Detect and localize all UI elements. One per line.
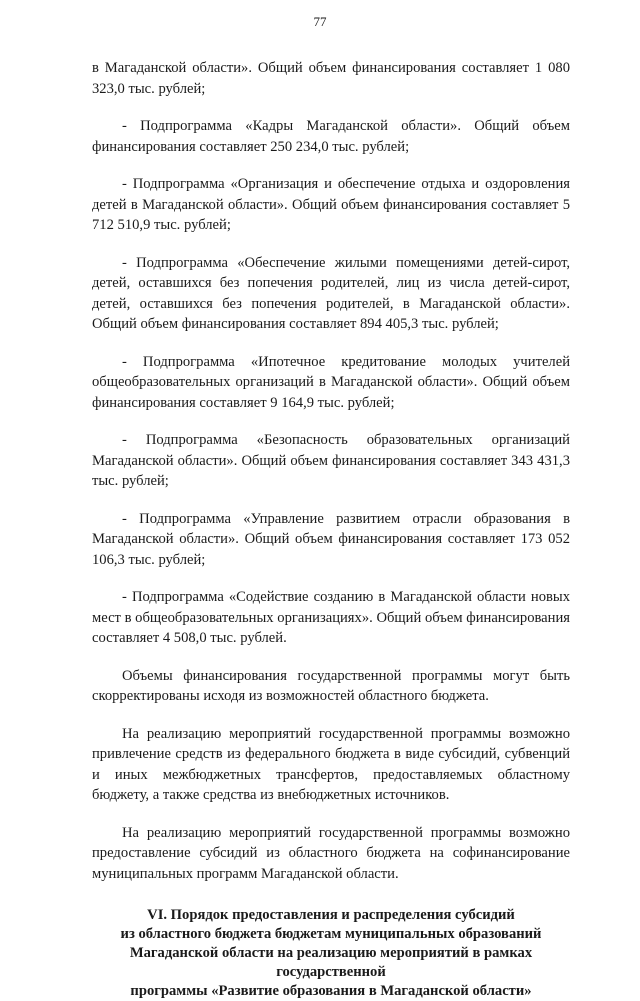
section-heading-line: VI. Порядок предоставления и распределения субсидий — [147, 907, 515, 923]
paragraph-subprogram-management: - Подпрограмма «Управление развитием отрасли образования в Магаданской области». Общий объем финансирования составляет 173 052 106,3 тыс. рублей; — [92, 510, 570, 568]
paragraph-federal-funds: На реализацию мероприятий государственной программы возможно привлечение средств из федерального бюджета в виде субсидий, субвенций и иных межбюджетных трансфертов, предоставляемых областному бюджету, а также средства из внебюджетных источников. — [92, 725, 570, 803]
paragraph-funding-adjustment: Объемы финансирования государственной программы могут быть скорректированы исходя из возможностей областного бюджета. — [92, 667, 570, 704]
paragraph-subprogram-recreation: - Подпрограмма «Организация и обеспечение отдыха и оздоровления детей в Магаданской области». Общий объем финансирования составляет 5 712 510,9 тыс. рублей; — [92, 176, 570, 233]
section-heading-line: из областного бюджета бюджетам муниципальных образований — [120, 926, 542, 942]
section-heading — [92, 906, 570, 1001]
section-heading-line: государственной — [276, 964, 386, 980]
paragraph-subprogram-housing: - Подпрограмма «Обеспечение жилыми помещениями детей-сирот, детей, оставшихся без попечения родителей, лиц из числа детей-сирот, детей, оставшихся без попечения родителей, в Магаданской области». Общий объем финансирования составляет 894 405,3 тыс. рублей; — [92, 254, 570, 332]
page-number: 77 — [313, 14, 327, 29]
paragraph-continuation: в Магаданской области». Общий объем финансирования составляет 1 080 323,0 тыс. рублей; — [92, 60, 570, 97]
paragraph-municipal-subsidies: На реализацию мероприятий государственной программы возможно предоставление субсидий из областного бюджета на софинансирование муниципальных программ Магаданской области. — [92, 824, 570, 882]
section-heading-line: Магаданской области на реализацию мероприятий в рамках — [129, 945, 533, 961]
paragraph-subprogram-safety: - Подпрограмма «Безопасность образовательных организаций Магаданской области». Общий объем финансирования составляет 343 431,3 тыс. рублей; — [92, 432, 570, 489]
document-body — [92, 58, 570, 1001]
paragraph-subprogram-new-places: - Подпрограмма «Содействие созданию в Магаданской области новых мест в общеобразовательных организациях». Общий объем финансирования составляет 4 508,0 тыс. рублей. — [92, 589, 570, 646]
paragraph-subprogram-mortgage: - Подпрограмма «Ипотечное кредитование молодых учителей общеобразовательных организаций в Магаданской области». Общий объем финансирования составляет 9 164,9 тыс. рублей; — [92, 353, 570, 411]
section-heading-line: программы «Развитие образования в Магаданской области» — [130, 983, 532, 999]
paragraph-subprogram-cadres: - Подпрограмма «Кадры Магаданской области». Общий объем финансирования составляет 250 234,0 тыс. рублей; — [92, 118, 570, 155]
